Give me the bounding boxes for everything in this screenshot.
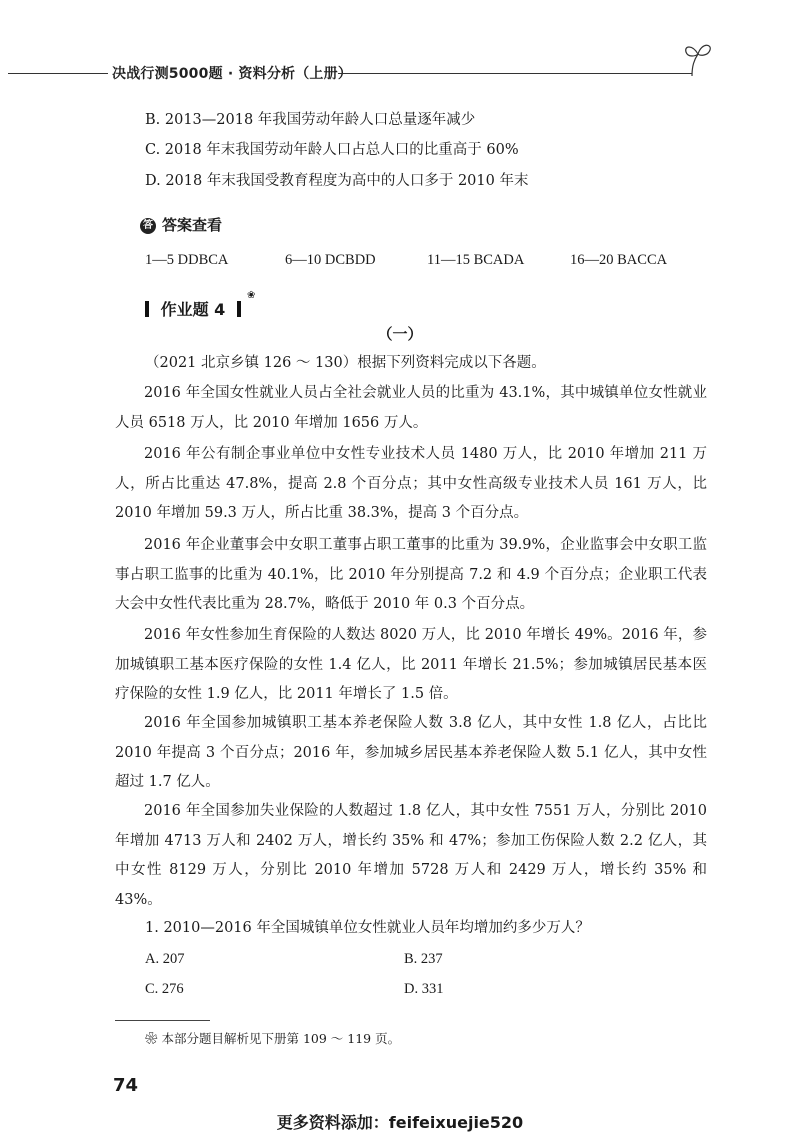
option-d: D. 331 xyxy=(404,981,444,997)
paragraph: 2016 年公有制企事业单位中女性专业技术人员 1480 万人，比 2010 年增加 211 万人，所占比重达 47.8%，提高 2.8 个百分点；其中女性高级专业技术人员 161 万人，比 2010 年增加 59.3 万人，所占比重 38.3%，提高 3 个百分点。 xyxy=(115,446,707,521)
option-a: A. 207 xyxy=(145,951,185,967)
paragraph: 2016 年全国参加城镇职工基本养老保险人数 3.8 亿人，其中女性 1.8 亿人，占比比 2010 年提高 3 个百分点；2016 年，参加城乡居民基本养老保险人数 5.1 亿人，其中女性超过 1.7 亿人。 xyxy=(115,715,707,790)
answer-check-heading xyxy=(140,214,222,235)
option-c: C. 276 xyxy=(145,981,184,997)
paragraph: 2016 年全国参加失业保险的人数超过 1.8 亿人，其中女性 7551 万人，分别比 2010 年增加 4713 万人和 2402 万人，增长约 35% 和 47%；参加工伤保险人数 2.2 亿人，其中女性 8129 万人，分别比 2010 年增加 5728 万人和 2429 万人，增长约 35% 和 43%。 xyxy=(115,803,707,908)
prev-option-c: C. 2018 年末我国劳动年龄人口占总人口的比重高于 60% xyxy=(145,142,519,158)
heading-bar-left xyxy=(145,301,149,317)
paragraph: 2016 年全国女性就业人员占全社会就业人员的比重为 43.1%，其中城镇单位女性就业人员 6518 万人，比 2010 年增加 1656 万人。 xyxy=(115,385,707,431)
answer-group: 11—15 BCADA xyxy=(427,252,525,268)
paragraph: 2016 年企业董事会中女职工董事占职工董事的比重为 39.9%，企业监事会中女职工监事占职工监事的比重为 40.1%，比 2010 年分别提高 7.2 和 4.9 个百分点；企业职工代表大会中女性代表比重为 28.7%，略低于 2010 年 0.3 个百分点。 xyxy=(115,537,707,612)
header-rule-right xyxy=(338,73,692,74)
homework-heading xyxy=(145,297,241,320)
header-rule-left xyxy=(8,73,108,74)
promo-text: 更多资料添加：feifeixuejie520 xyxy=(276,1113,524,1132)
paragraph: 2016 年女性参加生育保险的人数达 8020 万人，比 2010 年增长 49%。2016 年，参加城镇职工基本医疗保险的女性 1.4 亿人，比 2011 年增长 21.5%；参加城镇居民基本医疗保险的女性 1.9 亿人，比 2011 年增长了 1.5 倍。 xyxy=(115,627,707,702)
question-1: 1. 2010—2016 年全国城镇单位女性就业人员年均增加约多少万人？ xyxy=(145,920,590,936)
book-title: 决战行测5000题 · 资料分析（上册） xyxy=(112,66,353,82)
answer-badge-icon: 答 xyxy=(140,218,156,234)
sprout-icon xyxy=(680,38,716,78)
answer-group: 6—10 DCBDD xyxy=(285,252,376,268)
answer-group: 16—20 BACCA xyxy=(570,252,668,268)
heading-bar-right xyxy=(237,301,241,317)
homework-title: 作业题 4 xyxy=(160,300,226,319)
footnote: ❀ 本部分题目解析见下册第 109 ～ 119 页。 xyxy=(145,1031,401,1046)
flower-mark-icon: ❀ xyxy=(247,290,256,301)
answer-group: 1—5 DDBCA xyxy=(145,252,229,268)
option-b: B. 237 xyxy=(404,951,443,967)
page-number: 74 xyxy=(113,1075,139,1096)
prev-option-d: D. 2018 年末我国受教育程度为高中的人口多于 2010 年末 xyxy=(145,173,529,189)
source-line: （2021 北京乡镇 126 ～ 130）根据下列资料完成以下各题。 xyxy=(145,355,546,371)
prev-option-b: B. 2013—2018 年我国劳动年龄人口总量逐年减少 xyxy=(145,112,476,128)
answer-check-title: 答案查看 xyxy=(162,216,223,234)
section-title: （一） xyxy=(377,325,423,343)
footnote-rule xyxy=(115,1020,210,1021)
